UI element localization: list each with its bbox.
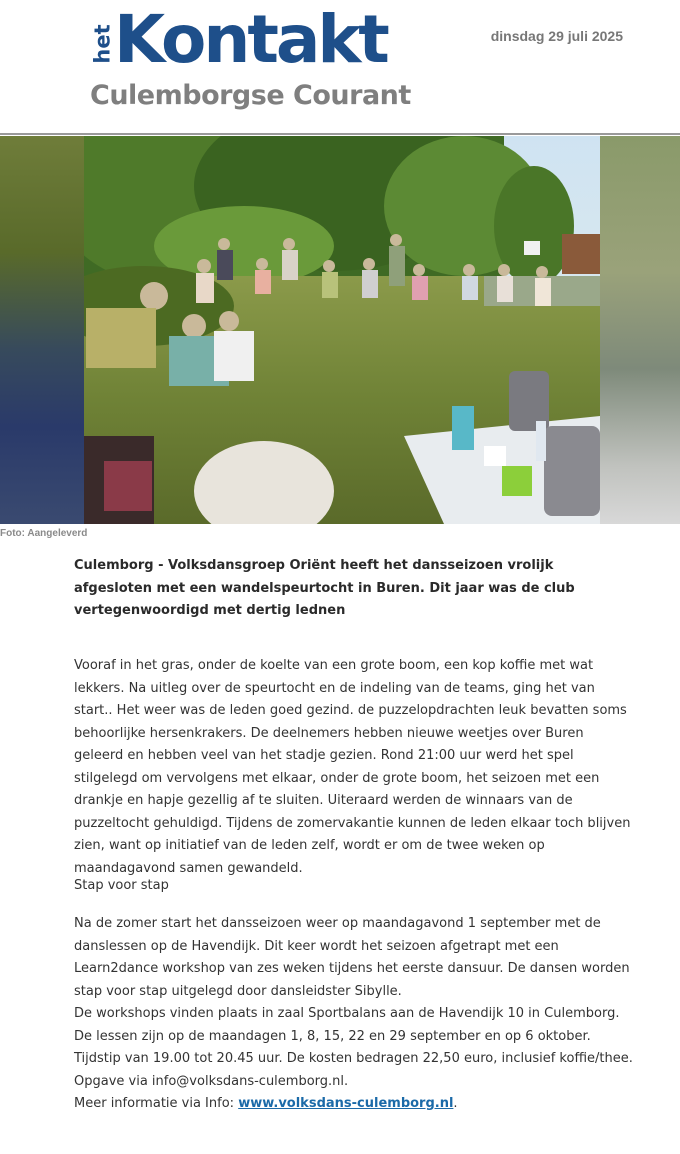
more-info-line xyxy=(74,1093,634,1116)
paragraph-2-location: De workshops vinden plaats in zaal Sportbalans aan de Havendijk 10 in Culemborg. De lessen zijn op de maandagen 1, 8, 15, 22 en 29 september en op 6 oktober. Tijdstip van 19.00 tot 20.45 uur. De kosten bedragen 22,50 euro, inclusief koffie/thee. xyxy=(74,1006,633,1066)
photo-blur-right xyxy=(600,136,680,524)
article-subheading: Stap voor stap xyxy=(74,878,169,893)
publication-date: dinsdag 29 juli 2025 xyxy=(490,28,623,44)
kontakt-logo[interactable] xyxy=(88,1,433,122)
article-photo[interactable] xyxy=(84,136,600,524)
article-photo-band xyxy=(0,136,680,524)
logo-culemborgse-courant: Culemborgse Courant xyxy=(90,80,411,111)
article-lead: Culemborg - Volksdansgroep Oriënt heeft het dansseizoen vrolijk afgesloten met een wandelspeurtocht in Buren. Dit jaar was de club vertegenwoordigd met dertig lednen xyxy=(74,558,575,618)
article-paragraph-1: Vooraf in het gras, onder de koelte van een grote boom, een kop koffie met wat lekkers. Na uitleg over de speurtocht en de indeling van de teams, ging het van start.. Het weer was de leden goed gezind. de puzzelopdrachten leuk bevatten soms behoorlijke hersenkrakers. De deelnemers hebben nieuwe weetjes over Buren geleerd en hebben veel van het stadje gezien. Rond 21:00 uur werd het spel stilgelegd om vervolgens met elkaar, onder de grote boom, het seizoen met een drankje en hapje gezellig af te sluiten. Uiteraard werden de winnaars van de puzzeltocht gehuldigd. Tijdens de zomervakantie kunnen de leden elkaar toch blijven zien, want op initiatief van de leden zelf, wordt er om de twee weken op maandagavond samen gewandeld. xyxy=(74,658,631,876)
site-header xyxy=(0,0,680,134)
more-info-suffix: . xyxy=(453,1096,458,1111)
logo-het: het xyxy=(91,24,116,64)
paragraph-2-workshop: Na de zomer start het dansseizoen weer op maandagavond 1 september met de danslessen op de Havendijk. Dit keer wordt het seizoen afgetrapt met een Learn2dance workshop van zes weken tijdens het eerste dansuur. De dansen worden stap voor stap uitgelegd door dansleidster Sibylle. xyxy=(74,916,630,999)
article-paragraph-2 xyxy=(74,913,634,1116)
more-info-prefix: Meer informatie via Info: xyxy=(74,1096,239,1111)
logo-kontakt: Kontakt xyxy=(114,1,387,78)
photo-illustration xyxy=(84,136,600,524)
photo-blur-left xyxy=(0,136,84,524)
header-divider xyxy=(0,133,680,135)
more-info-link[interactable]: www.volksdans-culemborg.nl xyxy=(238,1096,454,1111)
signup-line: Opgave via info@volksdans-culemborg.nl. xyxy=(74,1073,349,1089)
photo-caption: Foto: Aangeleverd xyxy=(0,528,88,539)
